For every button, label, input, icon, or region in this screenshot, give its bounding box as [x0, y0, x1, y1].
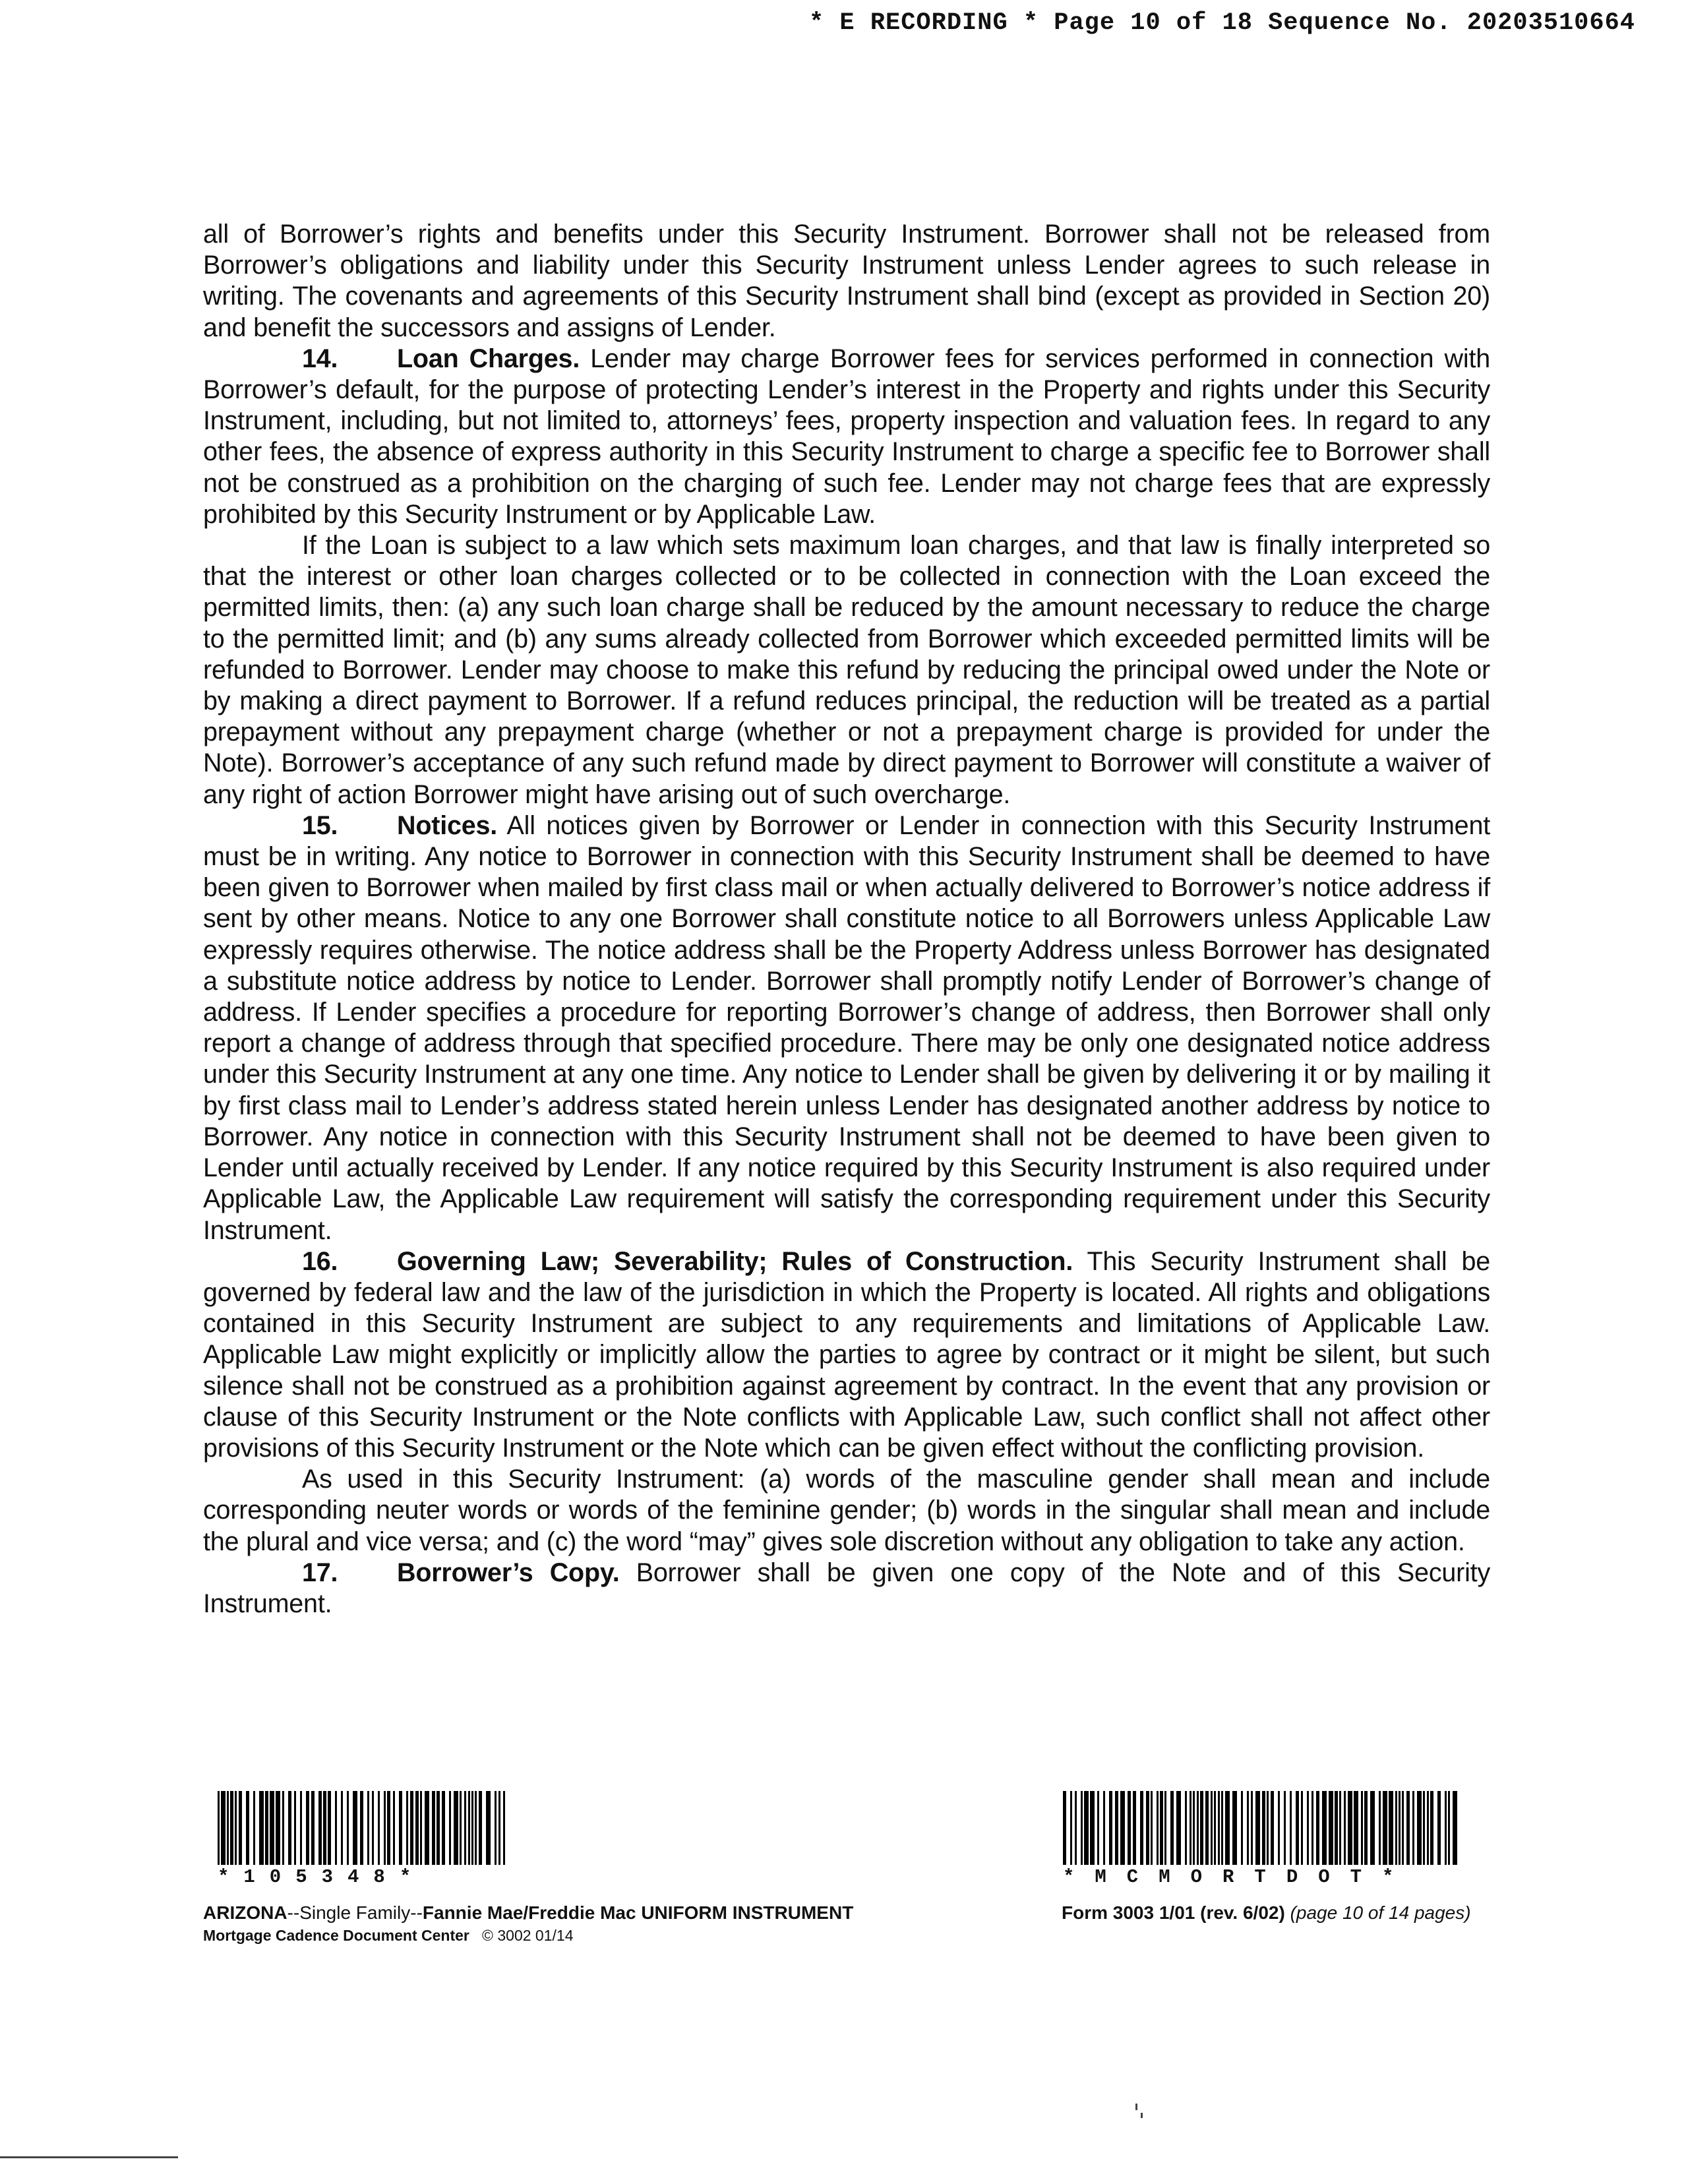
- barcode-bar: [1084, 1791, 1089, 1865]
- barcode-bar: [503, 1791, 505, 1865]
- barcode-bar: [1437, 1791, 1441, 1865]
- barcode-bar: [1389, 1791, 1393, 1865]
- barcode-bar: [1133, 1791, 1136, 1865]
- barcode-bar: [259, 1791, 264, 1865]
- barcode-bar: [393, 1791, 395, 1865]
- barcode-bar: [360, 1791, 363, 1865]
- section-heading: Loan Charges.: [397, 344, 580, 373]
- barcode-bar: [239, 1791, 242, 1865]
- barcode-bar: [367, 1791, 369, 1865]
- barcode-bar: [335, 1791, 337, 1865]
- barcode-bar: [1406, 1791, 1410, 1865]
- barcode-bar: [353, 1791, 357, 1865]
- barcode-bar: [1322, 1791, 1327, 1865]
- barcode-bar: [276, 1791, 280, 1865]
- barcode-bar: [221, 1791, 226, 1865]
- form-code: © 3002 01/14: [482, 1927, 574, 1944]
- barcode-left: [218, 1791, 508, 1888]
- barcode-bar: [1430, 1791, 1433, 1865]
- scan-speck: [1135, 2104, 1137, 2110]
- barcode-bar: [1176, 1791, 1181, 1865]
- barcode-bar: [1075, 1791, 1077, 1865]
- barcode-bar: [1164, 1791, 1166, 1865]
- barcode-bar: [1115, 1791, 1118, 1865]
- barcode-bar: [1262, 1791, 1265, 1865]
- section-heading: Borrower’s Copy.: [397, 1558, 620, 1587]
- barcode-bar: [328, 1791, 331, 1865]
- barcode-bar: [1097, 1791, 1099, 1865]
- barcode-bar: [406, 1791, 408, 1865]
- barcode-bar: [294, 1791, 296, 1865]
- barcode-bar: [1120, 1791, 1125, 1865]
- barcode-bar: [1278, 1791, 1280, 1865]
- barcode-bar: [1311, 1791, 1313, 1865]
- barcode-bar: [323, 1791, 326, 1865]
- barcode-bar: [410, 1791, 413, 1865]
- property-type: --Single Family--: [287, 1902, 423, 1923]
- barcode-bar: [1251, 1791, 1253, 1865]
- barcode-bar: [1232, 1791, 1237, 1865]
- section-text: Lender may charge Borrower fees for services performed in connection with Borrower’s default, for the purpose of protecting Lender’s interest in the Property and rights under this Security Instrument, including, but not limited to, attorneys’ fees, property inspection and valuation fees. In regard to any other fees, the absence of express authority in this Security Instrument to charge a specific fee to Borrower shall not be construed as a prohibition on the charging of such fee. Lender may not charge fees that are expressly prohibited by this Security Instrument or by Applicable Law.: [203, 344, 1490, 529]
- barcode-bar: [311, 1791, 315, 1865]
- barcode-bar: [1170, 1791, 1174, 1865]
- barcode-bar: [1160, 1791, 1163, 1865]
- barcode-bar: [253, 1791, 255, 1865]
- barcode-bar: [246, 1791, 249, 1865]
- barcode-bar: [1225, 1791, 1230, 1865]
- barcode-right-bars: [1063, 1791, 1457, 1865]
- barcode-bar: [1109, 1791, 1112, 1865]
- barcode-bar: [318, 1791, 322, 1865]
- barcode-bar: [347, 1791, 349, 1865]
- section-number: 16.: [302, 1246, 338, 1276]
- barcode-left-caption: *105348*: [218, 1866, 426, 1888]
- barcode-bar: [1151, 1791, 1153, 1865]
- barcode-bar: [1241, 1791, 1243, 1865]
- barcode-bar: [1267, 1791, 1269, 1865]
- barcode-bar: [288, 1791, 291, 1865]
- barcode-bar: [1339, 1791, 1341, 1865]
- barcode-bar: [1399, 1791, 1401, 1865]
- barcode-bar: [479, 1791, 482, 1865]
- barcode-bar: [1383, 1791, 1387, 1865]
- barcode-bar: [1395, 1791, 1397, 1865]
- barcode-right-caption: *MCMORTDOT*: [1063, 1866, 1414, 1888]
- barcode-bar: [495, 1791, 497, 1865]
- section-14: [203, 344, 1490, 530]
- section-heading: Notices.: [397, 810, 498, 840]
- barcode-bar: [1063, 1791, 1066, 1865]
- barcode-bar: [1354, 1791, 1358, 1865]
- barcode-bar: [230, 1791, 233, 1865]
- barcode-bar: [1379, 1791, 1381, 1865]
- section-15: [203, 810, 1490, 1246]
- barcode-bar: [218, 1791, 220, 1865]
- barcode-bar: [486, 1791, 491, 1865]
- barcode-bar: [1445, 1791, 1447, 1865]
- barcode-bar: [420, 1791, 422, 1865]
- form-footer-left: [203, 1902, 853, 1947]
- barcode-bar: [1271, 1791, 1274, 1865]
- barcode-bar: [1301, 1791, 1303, 1865]
- barcode-bar: [1284, 1791, 1286, 1865]
- barcode-bar: [378, 1791, 380, 1865]
- barcode-bar: [1316, 1791, 1319, 1865]
- barcode-bar: [300, 1791, 302, 1865]
- barcode-bar: [265, 1791, 268, 1865]
- barcode-bar: [1329, 1791, 1333, 1865]
- barcode-bar: [449, 1791, 451, 1865]
- barcode-bar: [1205, 1791, 1209, 1865]
- barcode-bar: [1185, 1791, 1187, 1865]
- barcode-bar: [1335, 1791, 1338, 1865]
- barcode-bar: [270, 1791, 274, 1865]
- barcode-bar: [437, 1791, 440, 1865]
- section-16-paragraph-2: As used in this Security Instrument: (a) words of the masculine gender shall mean and include corresponding neuter words or words of the feminine gender; (b) words in the singular shall mean and include the plural and vice versa; and (c) the word “may” gives sole discretion without any obligation to take any action.: [203, 1465, 1490, 1556]
- barcode-bar: [1427, 1791, 1429, 1865]
- barcode-right: [1063, 1791, 1457, 1888]
- form-footer-right: [1062, 1902, 1471, 1924]
- barcode-bar: [1361, 1791, 1363, 1865]
- form-title-line: [203, 1902, 853, 1924]
- barcode-bar: [372, 1791, 374, 1865]
- barcode-bar: [1448, 1791, 1450, 1865]
- barcode-bar: [1412, 1791, 1414, 1865]
- document-center: Mortgage Cadence Document Center: [203, 1927, 469, 1944]
- barcode-bar: [1218, 1791, 1220, 1865]
- barcode-bar: [1364, 1791, 1368, 1865]
- scan-line-mark: [0, 2156, 178, 2158]
- barcode-bar: [1081, 1791, 1083, 1865]
- barcode-bar: [498, 1791, 500, 1865]
- barcode-bar: [1128, 1791, 1131, 1865]
- section-number: 14.: [302, 344, 338, 373]
- barcode-bar: [1157, 1791, 1159, 1865]
- barcode-bar: [1370, 1791, 1375, 1865]
- agency-title: Fannie Mae/Freddie Mac UNIFORM INSTRUMENT: [422, 1902, 854, 1923]
- barcode-bar: [1193, 1791, 1195, 1865]
- section-number: 17.: [302, 1558, 338, 1587]
- barcode-bar: [475, 1791, 477, 1865]
- barcode-bar: [1423, 1791, 1425, 1865]
- barcode-bar: [384, 1791, 386, 1865]
- barcode-bar: [1190, 1791, 1191, 1865]
- scan-speck: [1141, 2113, 1143, 2118]
- barcode-bar: [1140, 1791, 1143, 1865]
- barcode-bar: [471, 1791, 473, 1865]
- barcode-bar: [1197, 1791, 1199, 1865]
- document-center-line: [203, 1924, 853, 1947]
- page-count: (page 10 of 14 pages): [1290, 1902, 1471, 1923]
- barcode-bar: [442, 1791, 445, 1865]
- barcode-bar: [235, 1791, 237, 1865]
- barcode-bar: [432, 1791, 435, 1865]
- barcode-bar: [1417, 1791, 1422, 1865]
- barcode-bar: [468, 1791, 470, 1865]
- barcode-bar: [1402, 1791, 1404, 1865]
- barcode-bar: [306, 1791, 309, 1865]
- state-name: ARIZONA: [203, 1902, 287, 1923]
- barcode-bar: [464, 1791, 466, 1865]
- section-text: All notices given by Borrower or Lender in connection with this Security Instrument must be in writing. Any notice to Borrower in connection with this Security Instrument shall be deemed to have been given to Borrower when mailed by first class mail or when actually delivered to Borrower’s notice address if sent by other means. Notice to any one Borrower shall constitute notice to all Borrowers unless Applicable Law expressly requires otherwise. The notice address shall be the Property Address unless Borrower has designated a substitute notice address by notice to Lender. Borrower shall promptly notify Lender of Borrower’s change of address. If Lender specifies a procedure for reporting Borrower’s change of address, then Borrower shall only report a change of address through that specified procedure. There may be only one designated notice address under this Security Instrument at any one time. Any notice to Lender shall be given by delivering it or by mailing it by first class mail to Lender’s address stated herein unless Lender has designated another address by notice to Borrower. Any notice in connection with this Security Instrument shall not be deemed to have been given to Lender until actually received by Lender. If any notice required by this Security Instrument is also required under Applicable Law, the Applicable Law requirement will satisfy the corresponding requirement under this Security Instrument.: [203, 810, 1490, 1245]
- barcode-bar: [1103, 1791, 1105, 1865]
- barcode-bar: [399, 1791, 402, 1865]
- barcode-bar: [1146, 1791, 1149, 1865]
- section-17: [203, 1558, 1490, 1620]
- paragraph-continuation: all of Borrower’s rights and benefits under this Security Instrument. Borrower shall not be released from Borrower’s obligations and liability under this Security Instrument unless Lender agrees to such release in writing. The covenants and agreements of this Security Instrument shall bind (except as provided in Section 20) and benefit the successors and assigns of Lender.: [203, 220, 1490, 342]
- barcode-bar: [1296, 1791, 1299, 1865]
- barcode-bar: [1211, 1791, 1213, 1865]
- section-16: [203, 1246, 1490, 1464]
- barcode-bar: [1255, 1791, 1260, 1865]
- barcode-bar: [425, 1791, 429, 1865]
- section-heading: Governing Law; Severability; Rules of Construction.: [397, 1246, 1073, 1276]
- barcode-bar: [1247, 1791, 1249, 1865]
- barcode-bar: [1221, 1791, 1223, 1865]
- barcode-bar: [1344, 1791, 1346, 1865]
- document-body: [203, 219, 1490, 1620]
- section-number: 15.: [302, 810, 338, 840]
- barcode-bar: [415, 1791, 419, 1865]
- barcode-bar: [1307, 1791, 1309, 1865]
- barcode-bar: [1200, 1791, 1203, 1865]
- section-text: Borrower shall be given one copy of the Note and of this Security Instrument.: [203, 1558, 1490, 1618]
- barcode-bar: [1214, 1791, 1216, 1865]
- barcode-bar: [1090, 1791, 1095, 1865]
- form-number: Form 3003 1/01 (rev. 6/02): [1062, 1902, 1285, 1923]
- barcode-bar: [454, 1791, 458, 1865]
- barcode-bar: [387, 1791, 390, 1865]
- recording-header: * E RECORDING * Page 10 of 18 Sequence No. 20203510664: [809, 9, 1635, 37]
- barcode-bar: [341, 1791, 343, 1865]
- barcode-bar: [227, 1791, 229, 1865]
- barcode-bar: [460, 1791, 462, 1865]
- barcode-left-bars: [218, 1791, 508, 1865]
- barcode-bar: [1290, 1791, 1292, 1865]
- section-14-paragraph-2: If the Loan is subject to a law which sets maximum loan charges, and that law is finally interpreted so that the interest or other loan charges collected or to be collected in connection with the Loan exceed the permitted limits, then: (a) any such loan charge shall be reduced by the amount necessary to reduce the charge to the permitted limit; and (b) any sums already collected from Borrower which exceeded permitted limits will be refunded to Borrower. Lender may choose to make this refund by reducing the principal owed under the Note or by making a direct payment to Borrower. If a refund reduces principal, the reduction will be treated as a partial prepayment without any prepayment charge (whether or not a prepayment charge is provided for under the Note). Borrower’s acceptance of any such refund made by direct payment to Borrower will constitute a waiver of any right of action Borrower might have arising out of such overcharge.: [203, 531, 1490, 809]
- barcode-bar: [282, 1791, 284, 1865]
- barcode-bar: [1348, 1791, 1352, 1865]
- section-text: This Security Instrument shall be governed by federal law and the law of the jurisdiction in which the Property is located. All rights and obligations contained in this Security Instrument are subject to any requirements and limitations of Applicable Law. Applicable Law might explicitly or implicitly allow the parties to agree by contract or it might be silent, but such silence shall not be construed as a prohibition against agreement by contract. In the event that any provision or clause of this Security Instrument or the Note conflicts with Applicable Law, such conflict shall not affect other provisions of this Security Instrument or the Note which can be given effect without the conflicting provision.: [203, 1246, 1490, 1463]
- barcode-bar: [1453, 1791, 1457, 1865]
- barcode-bar: [1070, 1791, 1072, 1865]
